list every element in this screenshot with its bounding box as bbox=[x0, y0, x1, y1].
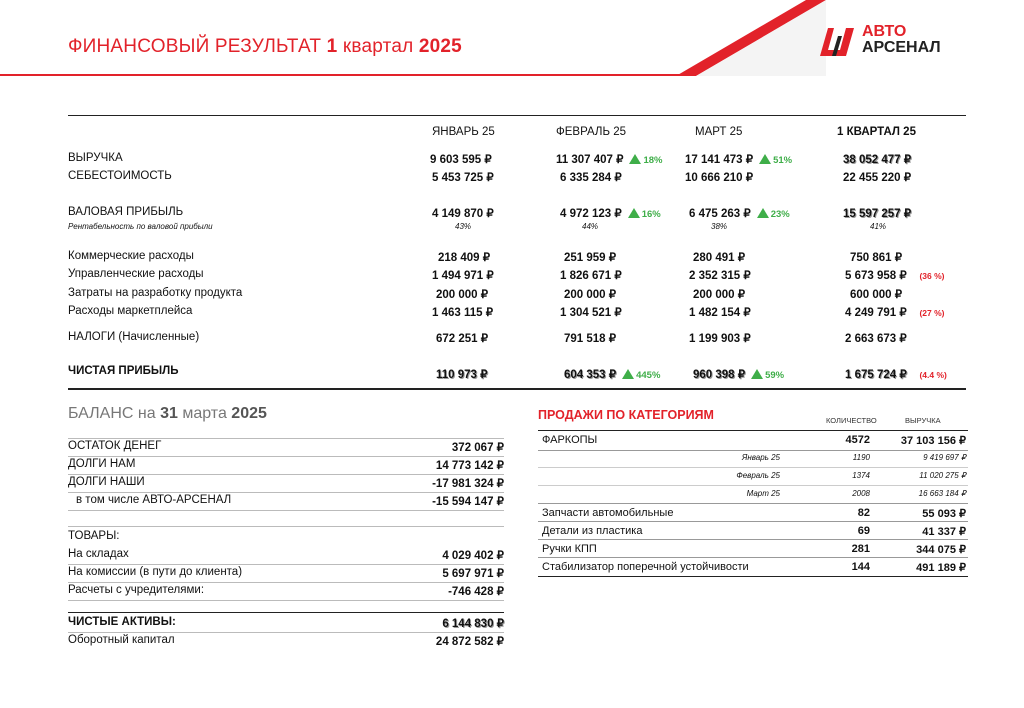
table-top-rule bbox=[68, 115, 966, 116]
admin-feb: 1 826 671 ₽ bbox=[560, 270, 622, 282]
admin-q1: 5 673 958 ₽ (36 %) bbox=[845, 270, 945, 282]
row-label-commercial: Коммерческие расходы bbox=[68, 250, 194, 262]
net-jan: 110 973 ₽ bbox=[436, 369, 488, 381]
balance-value: 372 067 ₽ bbox=[451, 442, 504, 454]
sales-row: Ручки КПП 281 344 075 ₽ bbox=[542, 543, 966, 556]
divider bbox=[538, 430, 968, 431]
gross-jan: 4 149 870 ₽ bbox=[432, 208, 494, 220]
net-q1: 1 675 724 ₽ (4.4 %) bbox=[845, 369, 947, 381]
company-logo bbox=[820, 22, 970, 62]
balance-value: 6 144 830 ₽ bbox=[442, 618, 504, 630]
divider bbox=[68, 492, 504, 493]
sales-row: Январь 25 1190 9 419 697 ₽ bbox=[741, 453, 966, 462]
tax-q1: 2 663 673 ₽ bbox=[845, 333, 907, 345]
header-red-line bbox=[0, 74, 690, 76]
divider bbox=[538, 539, 968, 540]
sales-row: Стабилизатор поперечной устойчивости 144 491 189 ₽ bbox=[542, 561, 966, 574]
balance-label: в том числе АВТО-АРСЕНАЛ bbox=[76, 494, 232, 506]
gross-mar: 6 475 263 ₽ 23% bbox=[689, 208, 790, 220]
sales-row: Запчасти автомобильные 82 55 093 ₽ bbox=[542, 507, 966, 520]
cost-q1: 22 455 220 ₽ bbox=[843, 172, 912, 184]
revenue-mar: 17 141 473 ₽ 51% bbox=[685, 154, 793, 166]
table-bottom-rule bbox=[68, 388, 966, 390]
revenue-feb: 11 307 407 ₽ 18% bbox=[556, 154, 663, 166]
logo-text: АВТО АРСЕНАЛ bbox=[862, 23, 941, 56]
margin-q1: 41% bbox=[870, 222, 887, 231]
row-label-admin: Управленческие расходы bbox=[68, 268, 204, 280]
balance-value: 24 872 582 ₽ bbox=[435, 636, 504, 648]
col-header-mar: МАРТ 25 bbox=[695, 126, 743, 138]
admin-mar: 2 352 315 ₽ bbox=[689, 270, 751, 282]
divider bbox=[538, 557, 968, 558]
row-label-revenue: ВЫРУЧКА bbox=[68, 152, 123, 164]
dev-jan: 200 000 ₽ bbox=[436, 289, 489, 301]
divider bbox=[68, 600, 504, 601]
balance-value: 4 029 402 ₽ bbox=[442, 550, 504, 562]
revenue-jan: 9 603 595 ₽ bbox=[430, 154, 492, 166]
row-label-marketplace: Расходы маркетплейса bbox=[68, 305, 193, 317]
net-mar: 960 398 ₽ 59% bbox=[693, 369, 785, 381]
row-label-tax: НАЛОГИ (Начисленные) bbox=[68, 331, 200, 343]
row-label-dev: Затраты на разработку продукта bbox=[68, 287, 243, 299]
divider bbox=[68, 438, 504, 439]
divider bbox=[538, 503, 968, 504]
balance-label: Оборотный капитал bbox=[68, 634, 175, 646]
divider bbox=[538, 485, 968, 486]
balance-value: -746 428 ₽ bbox=[448, 586, 504, 598]
commercial-feb: 251 959 ₽ bbox=[564, 252, 617, 264]
col-header-jan: ЯНВАРЬ 25 bbox=[432, 126, 495, 138]
tax-mar: 1 199 903 ₽ bbox=[689, 333, 751, 345]
page-title: ФИНАНСОВЫЙ РЕЗУЛЬТАТ 1 квартал 2025 bbox=[68, 36, 462, 57]
divider bbox=[68, 612, 504, 613]
balance-label: ДОЛГИ НАМ bbox=[68, 458, 136, 470]
balance-value: 5 697 971 ₽ bbox=[442, 568, 504, 580]
col-header-q1: 1 КВАРТАЛ 25 bbox=[837, 126, 916, 138]
sales-title: ПРОДАЖИ ПО КАТЕГОРИЯМ bbox=[538, 408, 714, 422]
balance-value: 14 773 142 ₽ bbox=[435, 460, 504, 472]
sales-col-qty: КОЛИЧЕСТВО bbox=[826, 416, 877, 425]
divider bbox=[68, 582, 504, 583]
balance-value: -15 594 147 ₽ bbox=[432, 496, 504, 508]
up-triangle-icon bbox=[622, 369, 634, 379]
row-label-gross: ВАЛОВАЯ ПРИБЫЛЬ bbox=[68, 206, 184, 218]
up-triangle-icon bbox=[759, 154, 771, 164]
balance-label: ЧИСТЫЕ АКТИВЫ: bbox=[68, 616, 176, 628]
col-header-feb: ФЕВРАЛЬ 25 bbox=[556, 126, 626, 138]
balance-value: -17 981 324 ₽ bbox=[432, 478, 504, 490]
divider bbox=[538, 521, 968, 522]
commercial-jan: 218 409 ₽ bbox=[438, 252, 491, 264]
row-label-cost: СЕБЕСТОИМОСТЬ bbox=[68, 170, 172, 182]
balance-label: На комиссии (в пути до клиента) bbox=[68, 566, 243, 578]
market-feb: 1 304 521 ₽ bbox=[560, 307, 622, 319]
margin-mar: 38% bbox=[711, 222, 728, 231]
commercial-q1: 750 861 ₽ bbox=[850, 252, 903, 264]
gross-q1: 15 597 257 ₽ bbox=[843, 208, 912, 220]
row-label-margin: Рентабельность по валовой прибыли bbox=[68, 222, 213, 231]
cost-mar: 10 666 210 ₽ bbox=[685, 172, 754, 184]
header-diagonal-stripe bbox=[676, 0, 826, 76]
market-q1: 4 249 791 ₽ (27 %) bbox=[845, 307, 945, 319]
sales-row: Детали из пластика 69 41 337 ₽ bbox=[542, 525, 966, 538]
dev-mar: 200 000 ₽ bbox=[693, 289, 746, 301]
up-triangle-icon bbox=[628, 208, 640, 218]
cost-feb: 6 335 284 ₽ bbox=[560, 172, 622, 184]
sales-col-rev: ВЫРУЧКА bbox=[905, 416, 941, 425]
gross-feb: 4 972 123 ₽ 16% bbox=[560, 208, 661, 220]
up-triangle-icon bbox=[629, 154, 641, 164]
balance-label: На складах bbox=[68, 548, 129, 560]
balance-label: ОСТАТОК ДЕНЕГ bbox=[68, 440, 162, 452]
market-mar: 1 482 154 ₽ bbox=[689, 307, 751, 319]
tax-jan: 672 251 ₽ bbox=[436, 333, 489, 345]
divider bbox=[68, 456, 504, 457]
divider bbox=[538, 467, 968, 468]
market-jan: 1 463 115 ₽ bbox=[432, 307, 494, 319]
sales-row: ФАРКОПЫ 4572 37 103 156 ₽ bbox=[542, 434, 966, 447]
divider bbox=[68, 510, 504, 511]
up-triangle-icon bbox=[751, 369, 763, 379]
row-label-net-profit: ЧИСТАЯ ПРИБЫЛЬ bbox=[68, 365, 179, 377]
commercial-mar: 280 491 ₽ bbox=[693, 252, 746, 264]
divider bbox=[68, 632, 504, 633]
balance-label: ТОВАРЫ: bbox=[68, 530, 120, 542]
dev-q1: 600 000 ₽ bbox=[850, 289, 903, 301]
up-triangle-icon bbox=[757, 208, 769, 218]
divider bbox=[68, 474, 504, 475]
admin-jan: 1 494 971 ₽ bbox=[432, 270, 494, 282]
cost-jan: 5 453 725 ₽ bbox=[432, 172, 494, 184]
margin-jan: 43% bbox=[455, 222, 472, 231]
sales-row: Март 25 2008 16 663 184 ₽ bbox=[746, 489, 966, 498]
balance-title: БАЛАНС на 31 марта 2025 bbox=[68, 405, 267, 422]
revenue-q1: 38 052 477 ₽ bbox=[843, 154, 912, 166]
balance-label: ДОЛГИ НАШИ bbox=[68, 476, 145, 488]
dev-feb: 200 000 ₽ bbox=[564, 289, 617, 301]
net-feb: 604 353 ₽ 445% bbox=[564, 369, 661, 381]
sales-row: Февраль 25 1374 11 020 275 ₽ bbox=[736, 471, 966, 480]
divider bbox=[68, 526, 504, 527]
divider bbox=[68, 564, 504, 565]
divider bbox=[538, 576, 968, 577]
tax-feb: 791 518 ₽ bbox=[564, 333, 617, 345]
logo-mark-icon bbox=[820, 26, 856, 58]
balance-label: Расчеты с учредителями: bbox=[68, 584, 205, 596]
margin-feb: 44% bbox=[582, 222, 599, 231]
